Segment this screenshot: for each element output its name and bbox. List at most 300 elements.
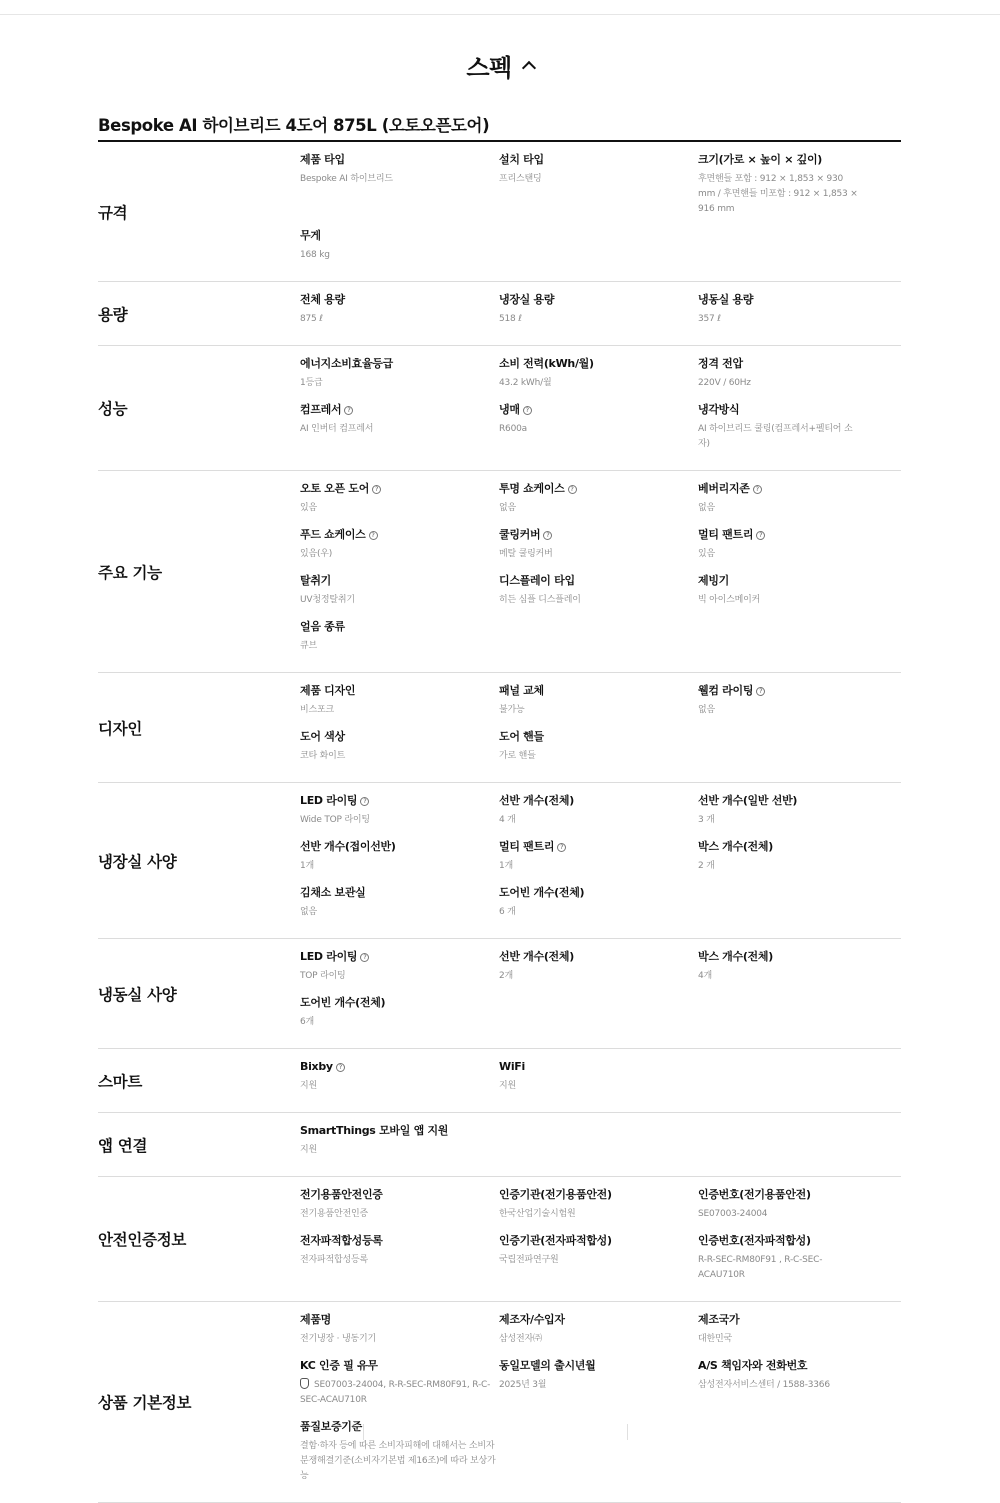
spec-label-text: 선반 개수(전체) [499,950,574,963]
section-title: 용량 [98,305,128,324]
spec-item [300,886,499,932]
info-icon[interactable]: ? [523,406,532,415]
spec-value [499,1253,698,1268]
spec-label-text: 냉매 [499,403,520,416]
spec-label-text: 투명 쇼케이스 [499,482,565,495]
spec-value [698,813,858,828]
spec-value-text: SE07003-24004 [698,1209,768,1219]
product-name: Bespoke AI 하이브리드 4도어 875L (오토오픈도어) [98,116,490,135]
spec-item [300,950,499,996]
spec-value [499,1079,698,1094]
spec-value [300,639,499,654]
spec-item [300,574,499,620]
spec-label-text: 냉동실 용량 [698,293,754,306]
spec-value [499,813,698,828]
spec-items [300,346,901,470]
spec-value [499,1207,698,1222]
spec-item [300,620,499,666]
spec-value-text: 빅 아이스메이커 [698,595,761,605]
spec-value-text: 357 ℓ [698,314,721,324]
footer-divider [363,1424,364,1440]
spec-item [499,482,698,528]
spec-value [300,1378,499,1408]
info-icon[interactable]: ? [756,687,765,696]
spec-value [300,1143,499,1158]
spec-value-text: 6 개 [499,907,516,917]
spec-label [499,684,698,698]
spec-label [698,1313,858,1327]
spec-label-text: 박스 개수(전체) [698,840,773,853]
spec-value-text: 가로 핸들 [499,751,536,761]
spec-value [300,813,499,828]
spec-item [499,293,698,339]
spec-value-text: 전기냉장 · 냉동기기 [300,1334,376,1344]
spec-value [698,172,858,217]
spec-value-text: 있음 [300,503,317,513]
spec-item [499,886,698,932]
spec-label [499,840,698,854]
spec-label-text: 오토 오픈 도어 [300,482,370,495]
spec-label-text: 인증번호(전기용품안전) [698,1188,811,1201]
spec-label-text: 전체 용량 [300,293,345,306]
info-icon[interactable]: ? [753,485,762,494]
spec-label [499,794,698,808]
spec-value [499,501,698,516]
spec-label-text: 전기용품안전인증 [300,1188,383,1201]
spec-item [300,1060,499,1106]
spec-item [698,840,858,886]
spec-item [300,1188,499,1234]
spec-item [300,482,499,528]
spec-item [300,357,499,403]
spec-label [300,1420,499,1434]
spec-label [499,482,698,496]
spec-value [698,376,858,391]
spec-item [300,1359,499,1420]
spec-item [499,794,698,840]
spec-item [698,153,858,229]
spec-value-text: AI 인버터 컴프레서 [300,424,374,434]
info-icon[interactable]: ? [756,531,765,540]
spec-item [300,1313,499,1359]
spec-label [300,886,499,900]
spec-toggle-button[interactable] [0,48,1000,83]
spec-label-text: 쿨링커버 [499,528,541,541]
spec-label-text: A/S 책임자와 전화번호 [698,1359,808,1372]
spec-items [300,142,901,281]
spec-value-text: UV청정탈취기 [300,595,355,605]
spec-item [300,229,499,275]
spec-label [499,1359,698,1373]
spec-label [499,1313,698,1327]
spec-label-text: 인증번호(전자파적합성) [698,1234,811,1247]
spec-value [499,422,698,437]
spec-section [98,471,901,673]
section-title: 냉동실 사양 [98,985,177,1004]
spec-value-text: 있음 [698,549,715,559]
spec-item [300,153,499,229]
spec-item [300,840,499,886]
spec-item [499,730,698,776]
spec-items [300,783,901,938]
spec-value-text: 코타 화이트 [300,751,346,761]
spec-items [300,1302,901,1502]
spec-value [300,376,499,391]
spec-item [499,1313,698,1359]
spec-item [300,528,499,574]
spec-label-text: 냉장실 용량 [499,293,555,306]
spec-value-text: 없음 [499,503,516,513]
spec-label [300,229,499,243]
spec-label-text: 도어빈 개수(전체) [300,996,386,1009]
spec-label-text: LED 라이팅 [300,950,358,963]
spec-label-text: 제품 타입 [300,153,345,166]
spec-value [698,501,858,516]
spec-label-text: 정격 전압 [698,357,743,370]
spec-label-text: 인증기관(전기용품안전) [499,1188,612,1201]
spec-label-text: 탈취기 [300,574,331,587]
spec-value-text: 전자파적합성등록 [300,1255,368,1265]
spec-item [499,574,698,620]
spec-items [300,471,901,672]
spec-section [98,282,901,346]
spec-label-text: 제품 디자인 [300,684,356,697]
spec-label [300,1359,499,1373]
spec-value-text: AI 하이브리드 쿨링(컴프레서+펠티어 소자) [698,424,853,449]
spec-item [499,950,698,996]
spec-items [300,1177,901,1301]
spec-value [300,501,499,516]
spec-item [499,357,698,403]
spec-label [499,403,698,417]
info-icon[interactable]: ? [568,485,577,494]
spec-label-text: 선반 개수(전체) [499,794,574,807]
spec-value-text: 큐브 [300,641,317,651]
spec-item [300,996,499,1042]
spec-value [300,905,499,920]
spec-value-text: 168 kg [300,250,330,260]
spec-item [300,794,499,840]
spec-item [300,730,499,776]
spec-label-text: SmartThings 모바일 앱 지원 [300,1124,449,1137]
spec-label-text: 제조자/수입자 [499,1313,565,1326]
spec-value-text: 없음 [698,705,715,715]
spec-value-text: 1등급 [300,378,323,388]
spec-title: 스펙 [466,54,512,82]
spec-value-text: 4 개 [499,815,516,825]
spec-item [300,1124,499,1170]
spec-label [300,357,499,371]
spec-value-text: 대한민국 [698,1334,732,1344]
spec-value [499,749,698,764]
section-title: 냉장실 사양 [98,852,177,871]
spec-label [499,528,698,542]
spec-value [698,1332,858,1347]
spec-label-text: 소비 전력(kWh/월) [499,357,594,370]
spec-value [499,969,698,984]
spec-value-text: 없음 [300,907,317,917]
spec-value-text: 1개 [300,861,315,871]
spec-label-text: 도어 색상 [300,730,345,743]
spec-item [698,403,858,464]
spec-label [300,528,499,542]
spec-value [300,248,499,263]
spec-value-text: 결함·하자 등에 따른 소비자피해에 대해서는 소비자분쟁해결기준(소비자기본법 제16조)에 따라 보상가능 [300,1441,496,1481]
spec-label [300,996,499,1010]
spec-label [300,730,499,744]
spec-label [499,153,698,167]
spec-value [698,1207,858,1222]
spec-label-text: WiFi [499,1060,525,1073]
spec-item [499,528,698,574]
spec-label-text: 크기(가로 × 높이 × 깊이) [698,153,823,166]
spec-item [499,153,698,229]
spec-label [698,684,858,698]
section-title: 성능 [98,400,128,418]
spec-label-text: 박스 개수(전체) [698,950,773,963]
spec-label [300,153,499,167]
spec-label [300,794,499,808]
spec-label-text: 제조국가 [698,1313,740,1326]
spec-value-text: 지원 [300,1081,317,1091]
section-title: 스마트 [98,1072,143,1091]
spec-item [698,482,858,528]
spec-item [499,1188,698,1234]
spec-section [98,783,901,939]
info-icon[interactable]: ? [369,531,378,540]
spec-value-text: 불가능 [499,705,525,715]
spec-label-text: 얼음 종류 [300,620,345,633]
spec-label [499,293,698,307]
spec-value-text: 프리스탠딩 [499,174,542,184]
spec-value-text: 지원 [300,1145,317,1155]
spec-value-text: 6개 [300,1017,315,1027]
spec-label [499,1234,698,1248]
spec-label [300,574,499,588]
spec-item [499,403,698,464]
spec-item [698,293,858,339]
info-icon[interactable]: ? [372,485,381,494]
spec-value [698,1253,858,1283]
spec-label [698,574,858,588]
spec-item [300,684,499,730]
spec-label-text: 디스플레이 타입 [499,574,575,587]
spec-label-text: 선반 개수(일반 선반) [698,794,798,807]
spec-value [698,969,858,984]
spec-label [698,950,858,964]
spec-item [300,403,499,464]
spec-label [300,1234,499,1248]
spec-value-text: 220V / 60Hz [698,378,751,388]
spec-value-text: TOP 라이팅 [300,971,346,981]
spec-label-text: KC 인증 필 유무 [300,1359,378,1372]
section-title: 디자인 [98,719,143,738]
spec-items [300,282,901,345]
spec-value-text: R-R-SEC-RM80F91 , R-C-SEC-ACAU710R [698,1255,823,1280]
spec-item [698,1234,858,1295]
footer-divider [627,1424,628,1440]
spec-item [698,1188,858,1234]
spec-label [499,950,698,964]
spec-value-text: 43.2 kWh/월 [499,378,552,388]
spec-items [300,1049,901,1112]
spec-section [98,1302,901,1503]
spec-value-text: 비스포크 [300,705,334,715]
spec-label [698,357,858,371]
spec-value-text: Bespoke AI 하이브리드 [300,174,393,184]
info-icon[interactable]: ? [344,406,353,415]
kc-mark-icon [300,1378,309,1389]
spec-item [499,684,698,730]
spec-value [499,376,698,391]
section-title: 규격 [98,203,128,222]
spec-value-text: 518 ℓ [499,314,522,324]
spec-value [698,547,858,562]
spec-value [698,312,858,327]
spec-value [499,905,698,920]
spec-item [499,1234,698,1295]
spec-label-text: 냉각방식 [698,403,740,416]
spec-label [698,1188,858,1202]
spec-label [499,886,698,900]
spec-value [499,547,698,562]
spec-label-text: 무게 [300,229,321,242]
spec-value [698,422,858,452]
spec-label [698,1359,858,1373]
spec-value [300,1015,499,1030]
spec-value [499,593,698,608]
spec-item [499,1359,698,1420]
spec-label-text: 전자파적합성등록 [300,1234,383,1247]
spec-item [300,1234,499,1295]
spec-label-text: 푸드 쇼케이스 [300,528,366,541]
spec-value-text: 875 ℓ [300,314,323,324]
spec-value-text: 국립전파연구원 [499,1255,559,1265]
spec-value [300,593,499,608]
spec-label [300,293,499,307]
info-icon[interactable]: ? [543,531,552,540]
spec-label [698,403,858,417]
spec-label [300,684,499,698]
spec-value-text: 지원 [499,1081,516,1091]
spec-value [698,1378,858,1393]
spec-value [300,547,499,562]
spec-value [300,1079,499,1094]
spec-label [300,1313,499,1327]
spec-label-text: Bixby [300,1060,333,1073]
spec-items [300,1113,901,1176]
chevron-up-icon [522,60,536,74]
spec-item [698,1313,858,1359]
spec-label [300,1188,499,1202]
spec-value [499,312,698,327]
spec-item [499,840,698,886]
section-title: 상품 기본정보 [98,1394,192,1412]
info-icon[interactable]: ? [557,843,566,852]
spec-value [499,703,698,718]
spec-value [300,703,499,718]
spec-value [499,172,698,187]
spec-value-text: 4개 [698,971,713,981]
spec-value-text: 전기용품안전인증 [300,1209,368,1219]
spec-section [98,142,901,282]
spec-value [300,859,499,874]
spec-label [499,730,698,744]
spec-section [98,939,901,1049]
spec-label [499,1060,698,1074]
spec-label-text: 에너지소비효율등급 [300,357,393,370]
spec-value [300,969,499,984]
spec-item [698,357,858,403]
spec-label-text: 웰컴 라이팅 [698,684,754,697]
spec-label-text: 도어빈 개수(전체) [499,886,585,899]
spec-label-text: 인증기관(전자파적합성) [499,1234,612,1247]
spec-label-text: 김채소 보관실 [300,886,366,899]
spec-section [98,1049,901,1113]
spec-section [98,673,901,783]
spec-value-text: 2개 [499,971,514,981]
spec-item [698,1359,858,1420]
info-icon[interactable]: ? [360,797,369,806]
spec-label-text: 제품명 [300,1313,331,1326]
spec-label [698,153,858,167]
spec-label [698,293,858,307]
spec-value [499,1332,698,1347]
spec-value [300,1207,499,1222]
spec-value-text: 히든 심플 디스플레이 [499,595,581,605]
spec-label [698,528,858,542]
spec-label-text: 컴프레서 [300,403,342,416]
spec-value-text: 2 개 [698,861,715,871]
spec-value-text: 삼성전자㈜ [499,1334,542,1344]
spec-value-text: 3 개 [698,815,715,825]
spec-value-text: 메탈 쿨링커버 [499,549,553,559]
spec-value [698,593,858,608]
spec-value-text: 2025년 3월 [499,1380,547,1390]
spec-value-text: 있음(우) [300,549,333,559]
spec-value [300,1332,499,1347]
spec-item [698,528,858,574]
spec-items [300,939,901,1048]
spec-value [300,172,499,187]
spec-label [300,620,499,634]
spec-label-text: 멀티 팬트리 [698,528,754,541]
section-title: 주요 기능 [98,563,162,582]
spec-label-text: 도어 핸들 [499,730,544,743]
spec-section [98,346,901,471]
spec-label [300,950,499,964]
spec-value [698,703,858,718]
spec-label-text: 설치 타입 [499,153,544,166]
spec-label-text: LED 라이팅 [300,794,358,807]
info-icon[interactable]: ? [360,953,369,962]
spec-section [98,1177,901,1302]
spec-item [698,794,858,840]
top-divider [0,14,1000,15]
spec-list [98,142,901,1503]
spec-label [499,357,698,371]
section-title: 앱 연결 [98,1136,148,1155]
spec-section [98,1113,901,1177]
spec-item [300,293,499,339]
spec-item [499,1060,698,1106]
spec-label [698,482,858,496]
info-icon[interactable]: ? [336,1063,345,1072]
spec-label [499,574,698,588]
spec-value-text: SE07003-24004, R-R-SEC-RM80F91, R-C-SEC-ACAU710R [300,1380,491,1405]
spec-value-text: 1개 [499,861,514,871]
spec-label-text: 베버리지존 [698,482,750,495]
